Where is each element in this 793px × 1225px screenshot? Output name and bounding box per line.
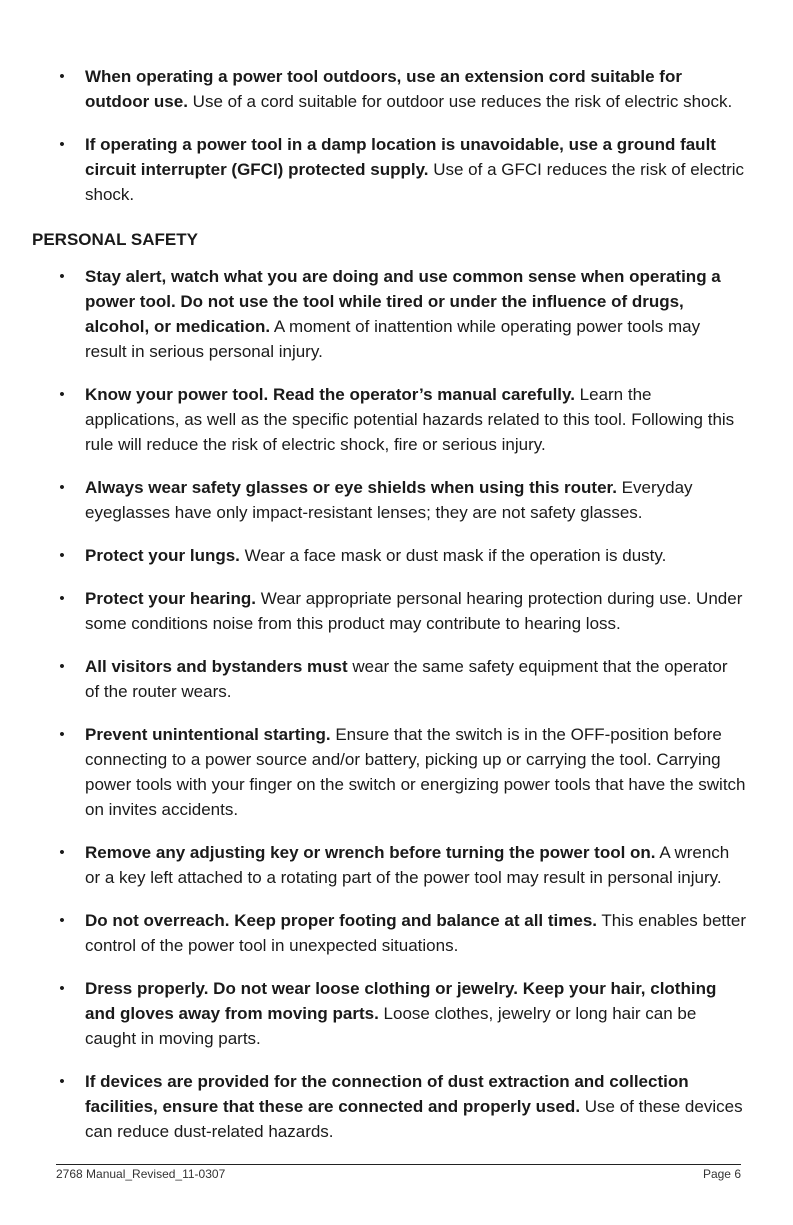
bullet-bold-text: Do not overreach. Keep proper footing and balance at all times.	[85, 911, 597, 930]
list-item	[56, 654, 746, 704]
list-item	[56, 475, 746, 525]
bullet-bold-text: Prevent unintentional starting.	[85, 725, 331, 744]
bullet-text: Wear appropriate personal hearing protection during use. Under some conditions noise from this product may contribute to hearing loss.	[85, 589, 743, 633]
bullet-text: Ensure that the switch is in the OFF-position before connecting to a power source and/or battery, picking up or carrying the tool. Carrying power tools with your finger on the switch or energizing power tools that have the switch on invites accidents.	[85, 725, 746, 819]
bullet-icon: •	[59, 590, 65, 607]
bullet-icon: •	[59, 547, 65, 564]
bullet-text: Learn the applications, as well as the specific potential hazards related to this tool. Following this rule will reduce the risk of electric shock, fire or serious injury.	[85, 385, 735, 454]
bullet-bold-text: If operating a power tool in a damp location is unavoidable, use a ground fault circuit interrupter (GFCI) protected supply.	[85, 135, 716, 179]
list-item	[56, 64, 746, 114]
list-item	[56, 382, 746, 457]
bullet-icon: •	[59, 479, 65, 496]
list-item	[56, 586, 746, 636]
bullet-bold-text: Know your power tool. Read the operator’s manual carefully.	[85, 385, 575, 404]
bullet-bold-text: All visitors and bystanders must	[85, 657, 348, 676]
bullet-icon: •	[59, 136, 65, 153]
bullet-bold-text: If devices are provided for the connection of dust extraction and collection facilities, ensure that these are connected and properly used.	[85, 1072, 689, 1116]
bullet-icon: •	[59, 912, 65, 929]
list-item	[56, 722, 746, 822]
bullet-icon: •	[59, 68, 65, 85]
list-item	[56, 1069, 746, 1144]
list-item	[56, 976, 746, 1051]
bullet-icon: •	[59, 844, 65, 861]
bullet-text: Everyday eyeglasses have only impact-resistant lenses; they are not safety glasses.	[85, 478, 693, 522]
bullet-bold-text: Protect your hearing.	[85, 589, 256, 608]
bullet-text: Loose clothes, jewelry or long hair can be caught in moving parts.	[85, 1004, 697, 1048]
bullet-icon: •	[59, 386, 65, 403]
bullet-text: Use of a cord suitable for outdoor use reduces the risk of electric shock.	[187, 92, 733, 111]
document-id: 2768 Manual_Revised_11-0307	[56, 1167, 226, 1181]
bullet-bold-text: Always wear safety glasses or eye shields when using this router.	[85, 478, 617, 497]
bullet-text: Use of these devices can reduce dust-related hazards.	[85, 1097, 743, 1141]
page-number: Page 6	[702, 1167, 741, 1181]
bullet-text: Use of a GFCI reduces the risk of electric shock.	[85, 160, 745, 204]
section-heading: PERSONAL SAFETY	[32, 230, 198, 249]
bullet-bold-text: Protect your lungs.	[85, 546, 240, 565]
footer-divider	[56, 1164, 741, 1165]
list-item	[56, 840, 746, 890]
bullet-text: Wear a face mask or dust mask if the operation is dusty.	[239, 546, 667, 565]
bullet-icon: •	[59, 726, 65, 743]
bullet-icon: •	[59, 268, 65, 285]
list-item	[56, 132, 746, 207]
bullet-text: wear the same safety equipment that the operator of the router wears.	[85, 657, 728, 701]
list-item	[56, 264, 746, 364]
bullet-icon: •	[59, 1073, 65, 1090]
bullet-bold-text: Remove any adjusting key or wrench before turning the power tool on.	[85, 843, 656, 862]
page-content	[32, 64, 746, 1162]
bullet-text: This enables better control of the power tool in unexpected situations.	[85, 911, 746, 955]
list-item	[56, 543, 746, 568]
bullet-text: A moment of inattention while operating power tools may result in serious personal injury.	[85, 317, 701, 361]
list-item	[56, 908, 746, 958]
bullet-icon: •	[59, 658, 65, 675]
bullet-bold-text: Stay alert, watch what you are doing and use common sense when operating a power tool. Do not use the tool while tired or under the influence of drugs, alcohol, or medication.	[85, 267, 721, 336]
bullet-text: A wrench or a key left attached to a rotating part of the power tool may result in personal injury.	[85, 843, 730, 887]
bullet-icon: •	[59, 980, 65, 997]
bullet-bold-text: Dress properly. Do not wear loose clothing or jewelry. Keep your hair, clothing and gloves away from moving parts.	[85, 979, 717, 1023]
bullet-bold-text: When operating a power tool outdoors, use an extension cord suitable for outdoor use.	[85, 67, 682, 111]
